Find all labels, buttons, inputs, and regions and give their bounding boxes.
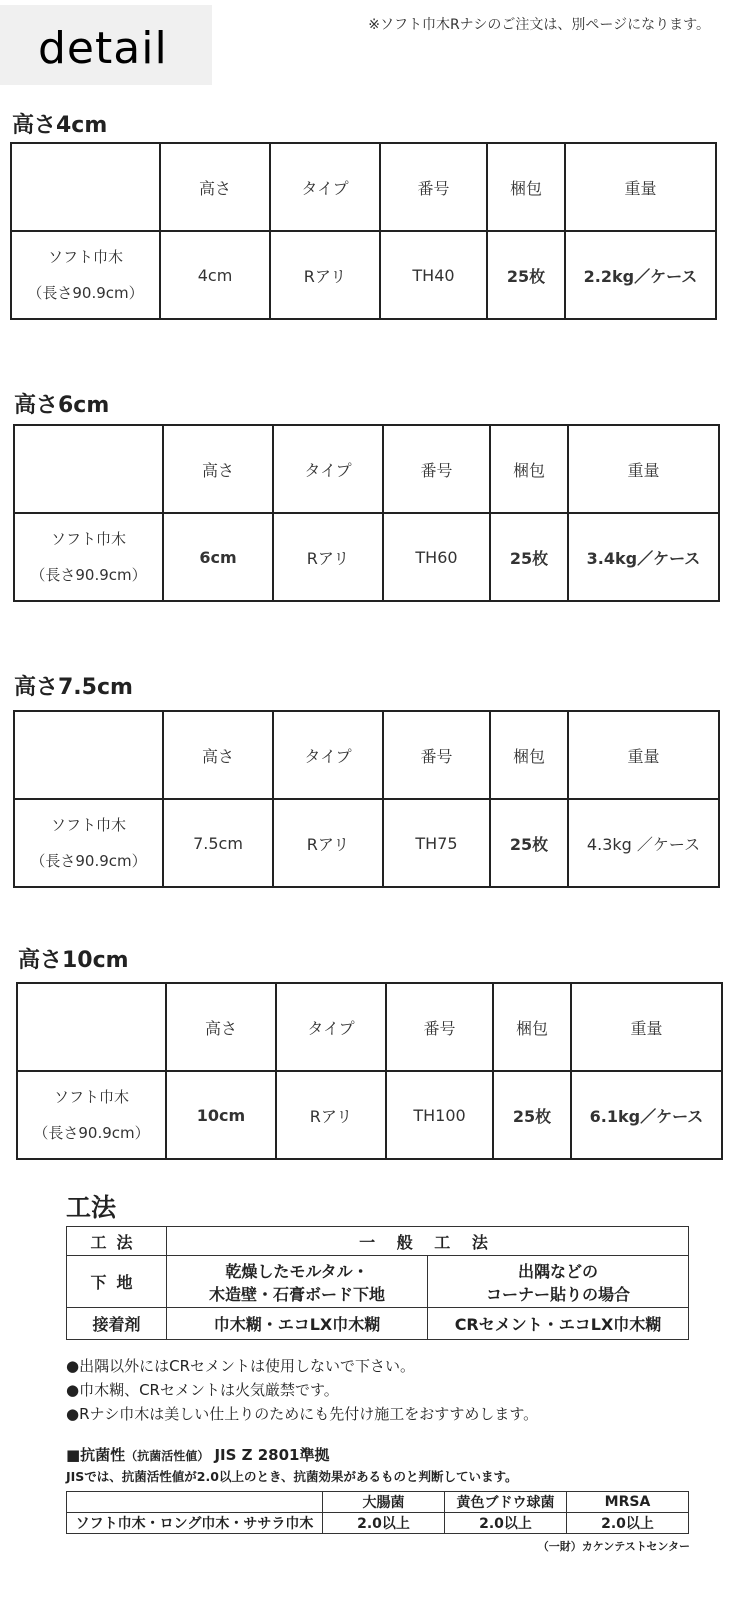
type-value: Rアリ	[273, 799, 383, 887]
antibacterial-mrsa-value: 2.0以上	[567, 1513, 689, 1534]
section-title-10cm: 高さ10cm	[18, 948, 129, 973]
substrate-general-line2: 木造壁・石膏ボード下地	[208, 1284, 385, 1304]
height-value: 6cm	[163, 513, 273, 601]
empty-cell	[14, 425, 163, 513]
col-number: 番号	[383, 425, 490, 513]
spec-header-row	[17, 983, 722, 1071]
antibacterial-ecoli-value: 2.0以上	[323, 1513, 445, 1534]
col-number: 番号	[383, 711, 490, 799]
method-label: 工法	[67, 1227, 167, 1256]
antibacterial-header-staph: 黄色ブドウ球菌	[445, 1492, 567, 1513]
col-weight: 重量	[571, 983, 722, 1071]
spec-table-4cm	[10, 142, 717, 320]
height-value: 7.5cm	[163, 799, 273, 887]
method-value: 一 般 工 法	[167, 1227, 689, 1256]
product-cell	[14, 513, 163, 601]
number-value: TH75	[383, 799, 490, 887]
antibacterial-header-row	[67, 1492, 689, 1513]
adhesive-row	[67, 1308, 689, 1340]
substrate-general	[167, 1256, 428, 1308]
weight-value: 3.4kg／ケース	[568, 513, 719, 601]
note-item: ●巾木糊、CRセメントは火気厳禁です。	[66, 1381, 339, 1399]
method-row	[67, 1227, 689, 1256]
section-title-4cm: 高さ4cm	[12, 113, 108, 138]
substrate-row	[67, 1256, 689, 1308]
weight-value: 2.2kg／ケース	[565, 231, 716, 319]
product-cell	[17, 1071, 166, 1159]
spec-table-10cm	[16, 982, 723, 1160]
empty-cell	[14, 711, 163, 799]
substrate-label: 下地	[67, 1256, 167, 1308]
antibacterial-title	[66, 1444, 329, 1465]
substrate-corner-line2: コーナー貼りの場合	[485, 1284, 630, 1304]
method-title: 工法	[66, 1193, 117, 1222]
col-type: タイプ	[273, 425, 383, 513]
col-packing: 梱包	[490, 711, 568, 799]
section-title-6cm: 高さ6cm	[14, 393, 110, 418]
number-value: TH60	[383, 513, 490, 601]
spec-header-row	[11, 143, 716, 231]
product-name: ソフト巾木	[50, 530, 126, 548]
col-height: 高さ	[166, 983, 276, 1071]
col-number: 番号	[386, 983, 493, 1071]
number-value: TH40	[380, 231, 487, 319]
product-cell	[11, 231, 160, 319]
product-cell	[14, 799, 163, 887]
col-height: 高さ	[163, 711, 273, 799]
substrate-general-line1: 乾燥したモルタル・	[225, 1261, 369, 1281]
spec-data-row	[11, 231, 716, 319]
substrate-corner	[428, 1256, 689, 1308]
antibacterial-title-main: ■抗菌性	[66, 1446, 126, 1464]
col-packing: 梱包	[490, 425, 568, 513]
section-title-7-5cm: 高さ7.5cm	[14, 675, 133, 700]
method-table	[66, 1226, 689, 1340]
height-value: 4cm	[160, 231, 270, 319]
antibacterial-header-ecoli: 大腸菌	[323, 1492, 445, 1513]
order-note: ※ソフト巾木Rナシのご注文は、別ページになります。	[368, 17, 710, 33]
col-weight: 重量	[568, 711, 719, 799]
number-value: TH100	[386, 1071, 493, 1159]
weight-value: 4.3kg ／ケース	[568, 799, 719, 887]
product-length: （長さ90.9cm）	[33, 1124, 150, 1142]
antibacterial-header-mrsa: MRSA	[567, 1492, 689, 1513]
spec-data-row	[14, 799, 719, 887]
antibacterial-staph-value: 2.0以上	[445, 1513, 567, 1534]
product-length: （長さ90.9cm）	[30, 852, 147, 870]
col-packing: 梱包	[493, 983, 571, 1071]
spec-header-row	[14, 425, 719, 513]
col-packing: 梱包	[487, 143, 565, 231]
product-name: ソフト巾木	[50, 816, 126, 834]
page-title: detail	[38, 23, 168, 74]
notes-list	[66, 1354, 538, 1426]
type-value: Rアリ	[273, 513, 383, 601]
type-value: Rアリ	[276, 1071, 386, 1159]
product-length: （長さ90.9cm）	[27, 284, 144, 302]
antibacterial-table	[66, 1491, 689, 1534]
antibacterial-header-empty	[67, 1492, 323, 1513]
height-value: 10cm	[166, 1071, 276, 1159]
adhesive-general: 巾木糊・エコLX巾木糊	[167, 1308, 428, 1340]
note-item: ●出隅以外にはCRセメントは使用しないで下さい。	[66, 1357, 415, 1375]
col-height: 高さ	[163, 425, 273, 513]
packing-value: 25枚	[490, 799, 568, 887]
col-weight: 重量	[568, 425, 719, 513]
empty-cell	[11, 143, 160, 231]
col-weight: 重量	[565, 143, 716, 231]
col-type: タイプ	[273, 711, 383, 799]
product-name: ソフト巾木	[47, 248, 123, 266]
antibacterial-title-small: （抗菌活性値）	[125, 1449, 210, 1463]
col-type: タイプ	[276, 983, 386, 1071]
antibacterial-subtitle: JISでは、抗菌活性値が2.0以上のとき、抗菌効果があるものと判断しています。	[66, 1469, 518, 1484]
col-height: 高さ	[160, 143, 270, 231]
empty-cell	[17, 983, 166, 1071]
packing-value: 25枚	[490, 513, 568, 601]
spec-table-6cm	[13, 424, 720, 602]
product-name: ソフト巾木	[53, 1088, 129, 1106]
packing-value: 25枚	[487, 231, 565, 319]
antibacterial-title-std: JIS Z 2801準拠	[214, 1446, 330, 1464]
col-type: タイプ	[270, 143, 380, 231]
test-center-credit: （一財）カケンテストセンター	[537, 1540, 690, 1553]
product-length: （長さ90.9cm）	[30, 566, 147, 584]
spec-header-row	[14, 711, 719, 799]
note-item: ●Rナシ巾木は美しい仕上りのためにも先付け施工をおすすめします。	[66, 1405, 539, 1423]
antibacterial-product: ソフト巾木・ロング巾木・ササラ巾木	[67, 1513, 323, 1534]
antibacterial-data-row	[67, 1513, 689, 1534]
weight-value: 6.1kg／ケース	[571, 1071, 722, 1159]
spec-data-row	[17, 1071, 722, 1159]
adhesive-label: 接着剤	[67, 1308, 167, 1340]
spec-table-7-5cm	[13, 710, 720, 888]
adhesive-corner: CRセメント・エコLX巾木糊	[428, 1308, 689, 1340]
type-value: Rアリ	[270, 231, 380, 319]
substrate-corner-line1: 出隅などの	[517, 1261, 598, 1281]
col-number: 番号	[380, 143, 487, 231]
packing-value: 25枚	[493, 1071, 571, 1159]
spec-data-row	[14, 513, 719, 601]
header-box	[0, 5, 212, 85]
